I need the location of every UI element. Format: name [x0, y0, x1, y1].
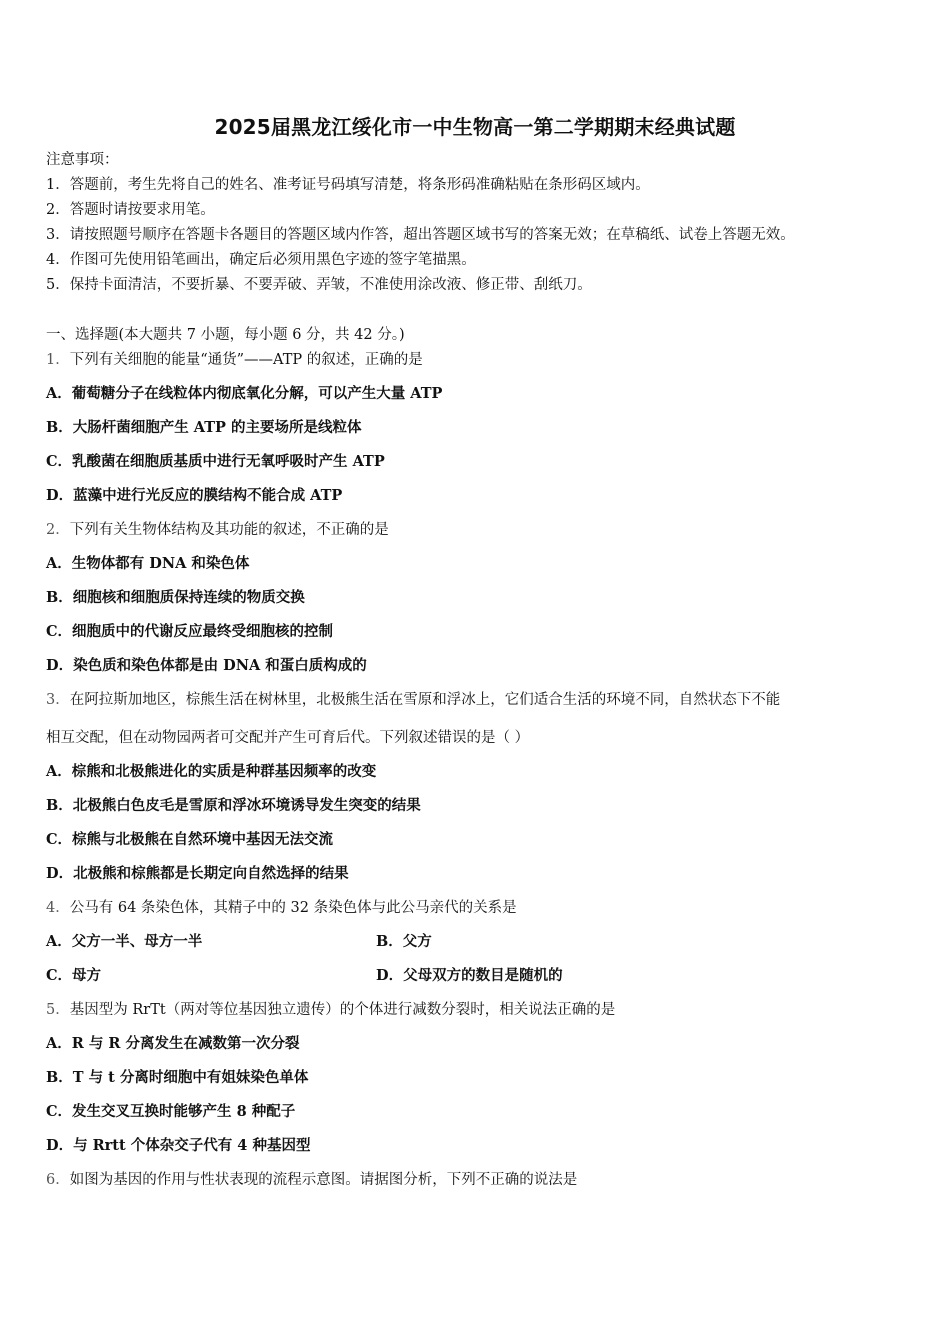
notice-item-3: 3．请按照题号顺序在答题卡各题目的答题区域内作答，超出答题区域书写的答案无效；在草稿纸、试卷上答题无效。 — [46, 227, 795, 243]
question-5 — [46, 1000, 615, 1020]
notice-item-4: 4．作图可先使用铅笔画出，确定后必须用黑色字迹的签字笔描黑。 — [46, 252, 476, 268]
question-number: 3． — [46, 692, 70, 708]
question-text: 公马有 64 条染色体，其精子中的 32 条染色体与此公马亲代的关系是 — [69, 900, 517, 916]
option-3b: B．北极熊白色皮毛是雪原和浮冰环境诱导发生突变的结果 — [46, 797, 421, 814]
question-number: 5． — [46, 1002, 70, 1018]
option-4c: C．母方 — [46, 967, 102, 984]
notice-heading: 注意事项： — [46, 152, 119, 168]
notice-item-1: 1．答题前，考生先将自己的姓名、准考证号码填写清楚，将条形码准确粘贴在条形码区域内。 — [46, 177, 650, 193]
question-6 — [46, 1170, 577, 1190]
notice-item-5: 5．保持卡面清洁，不要折暴、不要弄破、弄皱，不准使用涂改液、修正带、刮纸刀。 — [46, 277, 592, 293]
question-4 — [46, 898, 517, 918]
question-text: 在阿拉斯加地区，棕熊生活在树林里，北极熊生活在雪原和浮冰上，它们适合生活的环境不同，自然状态下不能 — [69, 692, 781, 708]
section-heading: 一、选择题(本大题共 7 小题，每小题 6 分，共 42 分。) — [46, 327, 405, 343]
option-1c: C．乳酸菌在细胞质基质中进行无氧呼吸时产生 ATP — [46, 453, 385, 470]
question-text: 如图为基因的作用与性状表现的流程示意图。请据图分析，下列不正确的说法是 — [69, 1172, 578, 1188]
question-number: 2． — [46, 522, 70, 538]
question-3 — [46, 690, 780, 710]
option-1a: A．葡萄糖分子在线粒体内彻底氧化分解，可以产生大量 ATP — [46, 385, 443, 402]
option-5b: B．T 与 t 分离时细胞中有姐妹染色单体 — [46, 1069, 309, 1086]
question-text: 基因型为 RrTt（两对等位基因独立遗传）的个体进行减数分裂时，相关说法正确的是 — [69, 1002, 616, 1018]
question-text: 下列有关生物体结构及其功能的叙述，不正确的是 — [69, 522, 389, 538]
question-1 — [46, 350, 423, 370]
option-3d: D．北极熊和棕熊都是长期定向自然选择的结果 — [46, 865, 349, 882]
notice-item-2: 2．答题时请按要求用笔。 — [46, 202, 215, 218]
option-4a: A．父方一半、母方一半 — [46, 933, 203, 950]
question-number: 1． — [46, 352, 70, 368]
question-3-continued: 相互交配，但在动物园两者可交配并产生可育后代。下列叙述错误的是（ ） — [46, 730, 530, 746]
option-3a: A．棕熊和北极熊进化的实质是种群基因频率的改变 — [46, 763, 377, 780]
option-1b: B．大肠杆菌细胞产生 ATP 的主要场所是线粒体 — [46, 419, 362, 436]
option-1d: D．蓝藻中进行光反应的膜结构不能合成 ATP — [46, 487, 343, 504]
page-title: 2025届黑龙江绥化市一中生物高一第二学期期末经典试题 — [214, 115, 736, 139]
option-4d: D．父母双方的数目是随机的 — [376, 967, 563, 984]
option-5a: A．R 与 R 分离发生在减数第一次分裂 — [46, 1035, 300, 1052]
option-2a: A．生物体都有 DNA 和染色体 — [46, 555, 250, 572]
option-2d: D．染色质和染色体都是由 DNA 和蛋白质构成的 — [46, 657, 367, 674]
question-text: 下列有关细胞的能量“通货”——ATP 的叙述，正确的是 — [69, 352, 423, 368]
option-5d: D．与 Rrtt 个体杂交子代有 4 种基因型 — [46, 1137, 311, 1154]
question-2 — [46, 520, 389, 540]
option-5c: C．发生交叉互换时能够产生 8 种配子 — [46, 1103, 296, 1120]
option-3c: C．棕熊与北极熊在自然环境中基因无法交流 — [46, 831, 334, 848]
question-number: 6． — [46, 1172, 70, 1188]
option-4b: B．父方 — [376, 933, 432, 950]
question-number: 4． — [46, 900, 70, 916]
option-2c: C．细胞质中的代谢反应最终受细胞核的控制 — [46, 623, 334, 640]
option-2b: B．细胞核和细胞质保持连续的物质交换 — [46, 589, 305, 606]
